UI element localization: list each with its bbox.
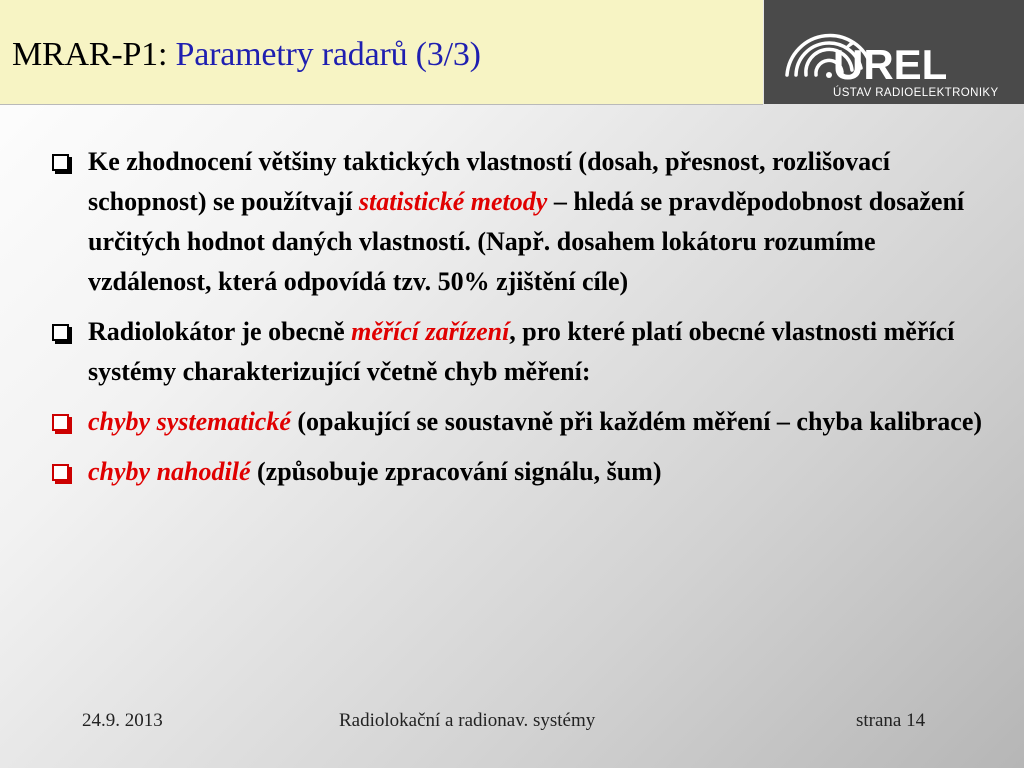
title-prefix: MRAR-P1: bbox=[12, 36, 168, 73]
item-text: , pro které platí obecné vlastnosti měřící systémy charakterizující včetně chyb měření: bbox=[88, 317, 955, 386]
item-emphasis: statistické metody bbox=[358, 187, 548, 216]
item-emphasis: měřící zařízení bbox=[351, 317, 510, 346]
item-text: Ke zhodnocení většiny taktických vlastností (dosah, přesnost, rozlišovací schopnost) se použítvají bbox=[88, 147, 890, 216]
logo-name: ÚREL bbox=[833, 41, 948, 88]
footer-course: Radiolokační a radionav. systémy bbox=[339, 710, 596, 731]
bullet-item-measuring bbox=[48, 312, 998, 392]
item-emphasis: chyby nahodilé bbox=[88, 457, 251, 486]
logo-subtitle: ÚSTAV RADIOELEKTRONIKY bbox=[833, 87, 999, 99]
item-text: – hledá se pravděpodobnost dosažení určitých hodnot daných vlastností. (Např. dosahem lokátoru rozumíme vzdálenost, která odpovídá tzv. 50% zjištění cíle) bbox=[88, 187, 965, 296]
footer-page-number: strana 14 bbox=[856, 710, 926, 731]
title-main: Parametry radarů (3/3) bbox=[175, 36, 481, 73]
item-text: (opakující se soustavně při každém měření – chyba kalibrace) bbox=[290, 407, 983, 436]
item-text: (způsobuje zpracování signálu, šum) bbox=[250, 457, 662, 486]
checkbox-bullet-icon bbox=[52, 464, 69, 481]
footer-date: 24.9. 2013 bbox=[82, 710, 163, 731]
item-text: Radiolokátor je obecně bbox=[88, 317, 352, 346]
bullet-list bbox=[48, 142, 998, 502]
bullet-item-statistics bbox=[48, 142, 998, 302]
bullet-item-systematic bbox=[48, 402, 998, 442]
checkbox-bullet-icon bbox=[52, 154, 69, 171]
checkbox-bullet-icon bbox=[52, 324, 69, 341]
item-emphasis: chyby systematické bbox=[88, 407, 291, 436]
checkbox-bullet-icon bbox=[52, 414, 69, 431]
bullet-item-random bbox=[48, 452, 998, 492]
